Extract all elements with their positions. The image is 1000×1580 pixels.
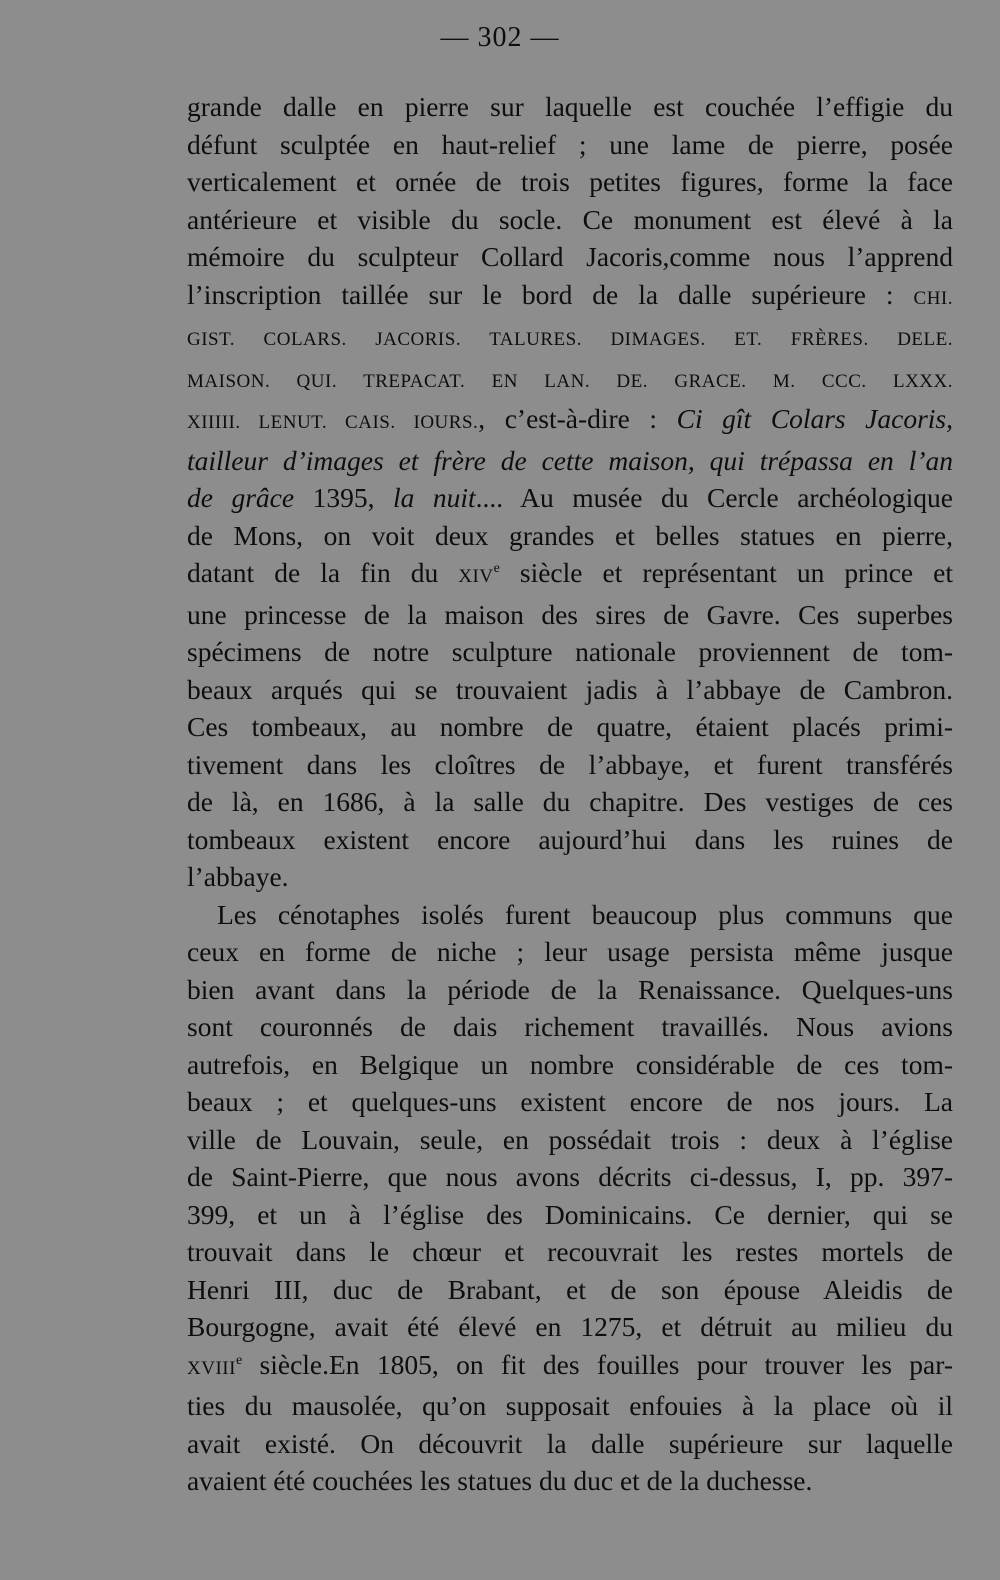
text-line: [187, 126, 953, 164]
text-segment: trouvait dans le chœur et recouvrait les restes mortels de: [187, 1236, 953, 1267]
text-segment: e: [235, 1352, 243, 1368]
text-segment: grande dalle en pierre sur laquelle est couchée l’effigie du: [187, 91, 953, 122]
text-line: [187, 633, 953, 671]
text-line: [187, 858, 953, 896]
text-line: [187, 1387, 953, 1425]
text-segment: XIIIII. LENUT. CAIS. IOURS.: [187, 412, 479, 433]
text-line: [187, 821, 953, 859]
text-segment: tailleur d’images et frère de cette maison, qui trépassa en l’an: [187, 444, 953, 476]
text-segment: antérieure et visible du socle. Ce monument est élevé à la: [187, 203, 953, 235]
text-line: [187, 359, 953, 401]
paragraph-1: [187, 88, 953, 896]
text-segment: avaient été couchées les statues du duc et de la duchesse.: [187, 1465, 813, 1496]
text-line: [187, 1121, 953, 1159]
text-segment: datant de la fin du: [187, 557, 459, 588]
text-segment: de grâce: [187, 482, 295, 513]
text-line: [187, 1308, 953, 1346]
text-line: [187, 400, 953, 442]
page-number: — 302 —: [440, 22, 560, 53]
text-line: [187, 1083, 953, 1121]
text-segment: 399, et un à l’église des Dominicains. Ce dernier, qui se: [187, 1198, 953, 1230]
text-segment: XVIII: [187, 1357, 236, 1379]
text-line: [187, 1046, 953, 1084]
text-segment: MAISON. QUI. TREPACAT. EN LAN. DE. GRACE. M. CCC. LXXX.: [187, 370, 953, 392]
text-line: [187, 554, 953, 596]
text-segment: , c’est-à-dire :: [478, 403, 677, 434]
text-segment: de Saint-Pierre, que nous avons décrits ci-dessus, I, pp. 397-: [187, 1161, 953, 1192]
text-segment: ville de Louvain, seule, en possédait trois : deux à l’église: [187, 1123, 953, 1155]
text-segment: e: [493, 561, 500, 576]
text-line: [187, 783, 953, 821]
text-segment: GIST. COLARS. JACORIS. TALURES. DIMAGES. ET. FRÈRES. DELE.: [187, 329, 953, 350]
text-segment: avait existé. On découvrit la dalle supérieure sur laquelle: [187, 1427, 953, 1459]
text-segment: l’inscription taillée sur le bord de la dalle supérieure :: [187, 278, 914, 310]
text-segment: Bourgogne, avait été élevé en 1275, et détruit au milieu du: [187, 1311, 953, 1342]
text-segment: défunt sculptée en haut-relief ; une lame de pierre, posée: [187, 128, 953, 160]
text-line: [187, 1346, 953, 1388]
text-segment: ceux en forme de niche ; leur usage persista même jusque: [187, 936, 953, 967]
paragraph-2: [187, 896, 953, 1500]
text-line: [187, 596, 953, 634]
text-segment: la nuit: [392, 482, 476, 513]
text-segment: de Mons, on voit deux grandes et belles statues en pierre,: [187, 519, 953, 551]
text-segment: bien avant dans la période de la Renaissance. Quelques-uns: [187, 973, 953, 1005]
text-line: [187, 708, 953, 746]
text-segment: Ces tombeaux, au nombre de quatre, étaient placés primi-: [187, 711, 953, 742]
text-line: [187, 517, 953, 555]
text-line: [187, 671, 953, 709]
text-segment: beaux arqués qui se trouvaient jadis à l’abbaye de Cambron.: [187, 673, 953, 705]
text-line: [187, 1196, 953, 1234]
text-segment: autrefois, en Belgique un nombre considérable de ces tom-: [187, 1048, 953, 1080]
text-line: [187, 896, 953, 934]
text-line: [187, 276, 953, 318]
text-segment: Ci gît Colars Jacoris,: [676, 403, 953, 434]
text-segment: Henri III, duc de Brabant, et de son épouse Aleidis de: [187, 1273, 953, 1305]
text-segment: Les cénotaphes isolés furent beaucoup plus communs que: [217, 898, 953, 930]
text-line: [187, 442, 953, 480]
text-segment: verticalement et ornée de trois petites figures, forme la face: [187, 166, 953, 197]
text-segment: ties du mausolée, qu’on supposait enfouies à la place où il: [187, 1390, 953, 1421]
text-line: [187, 479, 953, 517]
text-segment: XIV: [458, 566, 494, 587]
text-segment: siècle.En 1805, on fit des fouilles pour trouver les par-: [242, 1348, 953, 1380]
text-line: [187, 1271, 953, 1309]
text-line: [187, 971, 953, 1009]
text-segment: de là, en 1686, à la salle du chapitre. Des vestiges de ces: [187, 786, 953, 817]
text-segment: CHI.: [913, 287, 953, 309]
text-segment: une princesse de la maison des sires de Gavre. Ces superbes: [187, 598, 953, 630]
text-line: [187, 1425, 953, 1463]
text-segment: siècle et représentant un prince et: [499, 557, 954, 588]
text-line: [187, 1462, 953, 1500]
text-segment: beaux ; et quelques-uns existent encore de nos jours. La: [187, 1086, 953, 1117]
text-line: [187, 163, 953, 201]
text-segment: sont couronnés de dais richement travaillés. Nous avions: [187, 1011, 953, 1042]
text-segment: mémoire du sculpteur Collard Jacoris,comme nous l’apprend: [187, 241, 953, 272]
text-line: [187, 1233, 953, 1271]
text-segment: spécimens de notre sculpture nationale proviennent de tom-: [187, 636, 953, 667]
text-segment: tivement dans les cloîtres de l’abbaye, et furent transférés: [187, 748, 953, 780]
text-line: [187, 1158, 953, 1196]
text-line: [187, 238, 953, 276]
text-segment: 1395,: [294, 482, 393, 513]
text-line: [187, 317, 953, 359]
text-segment: tombeaux existent encore aujourd’hui dans les ruines de: [187, 823, 953, 855]
text-line: [187, 88, 953, 126]
text-line: [187, 201, 953, 239]
body-text: [187, 88, 953, 1500]
text-segment: .... Au musée du Cercle archéologique: [475, 482, 953, 513]
text-segment: l’abbaye.: [187, 861, 289, 892]
text-line: [187, 746, 953, 784]
text-line: [187, 933, 953, 971]
text-line: [187, 1008, 953, 1046]
